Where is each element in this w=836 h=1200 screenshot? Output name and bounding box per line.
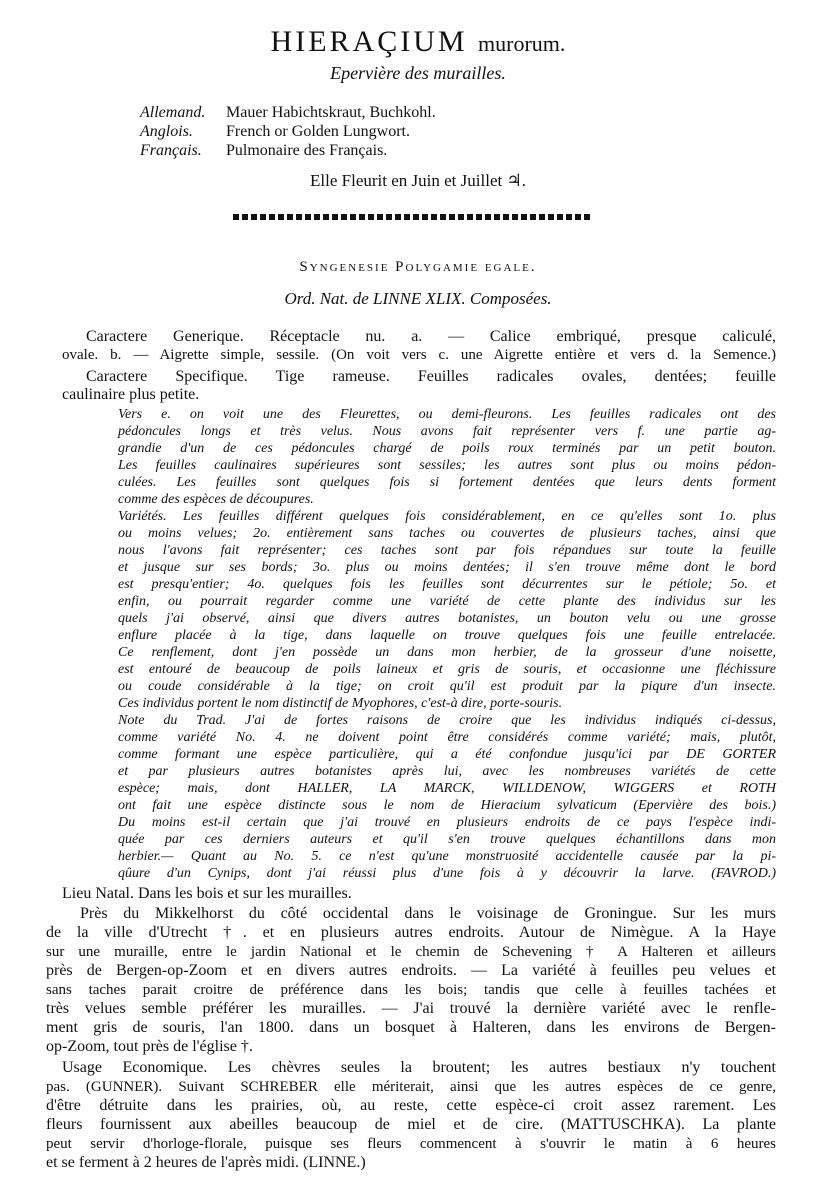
note-line: Ce renflement, dont j'en possède un dans mon herbier, de la grosseur d'une noisette, (118, 645, 776, 660)
note-line: ou moins velues; 2o. entièrement sans taches ou couvertes de plusieurs taches, ainsi que (118, 526, 776, 541)
note-line: quels j'ai observé, ainsi que divers autres botanistes, un bouton velu ou une grosse (118, 611, 776, 626)
lower-line: de la ville d'Utrecht †. et en plusieurs autres endroits. Autour de Nimègue. A la Haye (46, 924, 776, 941)
lower-line: ment gris de souris, l'an 1800. dans un bosquet à Halteren, dans les environs de Bergen- (46, 1019, 776, 1036)
note-line: nous l'avons fait représenter; ces taches sont par fois répandues sur toute la feuille (118, 543, 776, 558)
note-line: et par plusieurs autres botanistes après lui, avec les nombreuses variétés de cette (118, 764, 776, 779)
note-line: Ces individus portent le nom distinctif de Myophores, c'est-à dire, porte-souris. (118, 696, 563, 711)
note-line: pédoncules longs et très velus. Nous avons fait représenter vers f. une partie ag- (118, 424, 776, 439)
note-line: Les feuilles caulinaires supérieures sont sessiles; les autres sont plus ou moins pédon- (118, 458, 776, 473)
lower-line: op-Zoom, tout près de l'église †. (46, 1038, 253, 1055)
lower-line: Usage Economique. Les chèvres seules la broutent; les autres bestiaux n'y touchent (62, 1059, 776, 1076)
note-line: ou coude considérable à la tige; on croit qu'il est produit par la piqure d'un insecte. (118, 679, 776, 694)
note-line: comme variété No. 4. ne doivent point être considérés comme variété; mais, plutôt, (118, 730, 776, 745)
natural-order: Ord. Nat. de LINNE XLIX. Composées. (284, 289, 552, 308)
note-line: est entouré de beaucoup de poils laineux et gris de souris, et occasionne une fléchissure (118, 662, 776, 677)
note-line: Variétés. Les feuilles différent quelques fois considérablement, en ce qu'elles sont 1o. plus (118, 509, 776, 524)
note-line: culées. Les feuilles sont quelques fois si fortement dentées que leurs dents forment (118, 475, 776, 490)
ornamental-rule (233, 214, 593, 220)
flowering-period: Elle Fleurit en Juin et Juillet ♃. (310, 171, 526, 190)
genus-name: HIERAÇIUM (270, 25, 468, 58)
lower-line: et se ferment à 2 heures de l'après midi. (LINNE.) (46, 1154, 366, 1171)
species-name: murorum. (478, 31, 566, 56)
lower-line: sur une muraille, entre le jardin National et le chemin de Schevening † A Halteren et ailleurs (46, 944, 776, 960)
note-line: Du moins est-il certain que j'ai trouvé en plusieurs endroits de ce pays l'espèce indi- (118, 815, 776, 830)
body-line: Caractere Generique. Réceptacle nu. a. — Calice embriqué, presque caliculé, (86, 328, 776, 345)
note-line: quée par ces derniers auteurs et qu'il s'en trouve quelques échantillons dans mon (118, 832, 776, 847)
lower-line: sans taches parait croitre de préférence dans les bois; tandis que celle à feuilles tachées et (46, 982, 776, 998)
body-line: caulinaire plus petite. (62, 386, 200, 403)
note-line: est presqu'entier; 4o. quelques fois les feuilles sont décurrentes sur le pétiole; 5o. et (118, 577, 776, 592)
lower-line: pas. (GUNNER). Suivant SCHREBER elle mériterait, ainsi que les autres espèces de ce genre, (46, 1079, 776, 1095)
body-line: Caractere Specifique. Tige rameuse. Feuilles radicales ovales, dentées; feuille (86, 368, 776, 385)
name-english: Anglois. French or Golden Lungwort. (140, 123, 410, 140)
lower-line: très velues semble préférer les murailles. — J'ai trouvé la dernière variété avec le renfle- (46, 1000, 776, 1017)
note-line: espèce; mais, dont HALLER, LA MARCK, WILLDENOW, WIGGERS et ROTH (118, 781, 776, 796)
note-line: herbier.— Quant au No. 5. ce n'est qu'une monstruosité accidentelle causée par la pi- (118, 849, 776, 864)
page-title (0, 26, 836, 60)
french-common-name: Epervière des murailles. (330, 63, 506, 83)
note-line: comme formant une espèce particulière, qui a été confondue jusqu'ici par DE GORTER (118, 747, 776, 762)
note-line: enflure placée à la tige, dans laquelle on trouve quelques fois une feuille entrelacée. (118, 628, 776, 643)
lower-line: près de Bergen-op-Zoom et en divers autres endroits. — La variété à feuilles peu velues et (46, 962, 776, 979)
name-german: Allemand. Mauer Habichtskraut, Buchkohl. (140, 104, 436, 121)
linnaean-class: Syngenesie Polygamie egale. (299, 259, 537, 275)
lower-line: Près du Mikkelhorst du côté occidental dans le voisinage de Groningue. Sur les murs (80, 905, 776, 922)
note-line: Note du Trad. J'ai de fortes raisons de croire que les individus indiqués ci-dessus, (118, 713, 776, 728)
lower-line: Lieu Natal. Dans les bois et sur les murailles. (62, 885, 352, 902)
note-line: qûure d'un Cynips, dont j'ai réussi plus d'une fois à y découvrir la larve. (FAVROD.) (118, 866, 776, 881)
note-line: Vers e. on voit une des Fleurettes, ou demi-fleurons. Les feuilles radicales ont des (118, 407, 776, 422)
lower-line: d'être détruite dans les prairies, où, au reste, cette espèce-ci croit assez rarement. Les (46, 1097, 776, 1114)
note-line: comme des espèces de découpures. (118, 492, 314, 507)
note-line: enfin, ou pourrait regarder comme une variété de cette plante des individus sur les (118, 594, 776, 609)
name-french: Français. Pulmonaire des Français. (140, 142, 388, 159)
lower-line: fleurs fournissent aux abeilles beaucoup de miel et de cire. (MATTUSCHKA). La plante (46, 1116, 776, 1133)
note-line: ont fait une espèce distincte sous le nom de Hieracium sylvaticum (Epervière des bois.) (118, 798, 776, 813)
note-line: et jusque sur ses bords; 3o. plus ou moins dentées; il s'en trouve même dont le bord (118, 560, 776, 575)
lower-line: peut servir d'horloge-florale, puisque ses fleurs commencent à s'ouvrir le matin à 6 heures (46, 1136, 776, 1152)
body-line: ovale. b. — Aigrette simple, sessile. (On voit vers c. une Aigrette entière et vers d. la Semence.) (62, 347, 776, 363)
note-line: grandie d'un de ces pédoncules chargé de poils roux terminés par un petit bouton. (118, 441, 776, 456)
